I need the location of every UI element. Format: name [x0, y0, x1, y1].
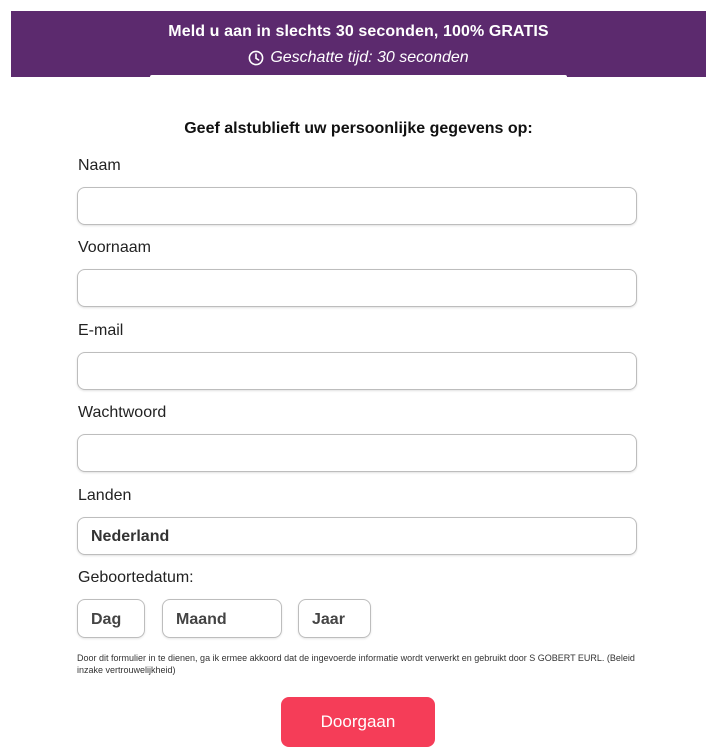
banner-title: Meld u aan in slechts 30 seconden, 100% GRATIS [168, 23, 549, 40]
signup-banner [11, 11, 706, 77]
first-name-input[interactable] [77, 269, 637, 307]
last-name-input[interactable] [77, 187, 637, 225]
birth-year-value: Jaar [312, 611, 345, 628]
banner-estimate-text: Geschatte tijd: 30 seconden [270, 49, 469, 66]
birth-month-value: Maand [176, 611, 227, 628]
banner-tab-edge [150, 75, 567, 77]
password-input[interactable] [77, 434, 637, 472]
country-value: Nederland [91, 528, 170, 545]
first-name-label: Voornaam [78, 239, 151, 256]
birth-day-select[interactable] [77, 599, 145, 638]
country-select[interactable] [77, 517, 637, 555]
birth-month-select[interactable] [162, 599, 282, 638]
birth-year-select[interactable] [298, 599, 371, 638]
privacy-disclaimer: Door dit formulier in te dienen, ga ik ermee akkoord dat de ingevoerde informatie wordt verwerkt en gebruikt door S GOBERT EURL. (Beleid inzake vertrouwelijkheid) [77, 653, 635, 675]
continue-button[interactable]: Doorgaan [281, 697, 435, 747]
birth-day-value: Dag [91, 611, 122, 628]
clock-icon [248, 50, 264, 66]
form-heading: Geef alstublieft uw persoonlijke gegevens op: [184, 120, 533, 137]
birthdate-label: Geboortedatum: [78, 569, 194, 586]
email-label: E-mail [78, 322, 124, 339]
password-label: Wachtwoord [78, 404, 167, 421]
banner-estimate [11, 49, 706, 67]
last-name-label: Naam [78, 157, 121, 174]
email-input[interactable] [77, 352, 637, 390]
country-label: Landen [78, 487, 132, 504]
